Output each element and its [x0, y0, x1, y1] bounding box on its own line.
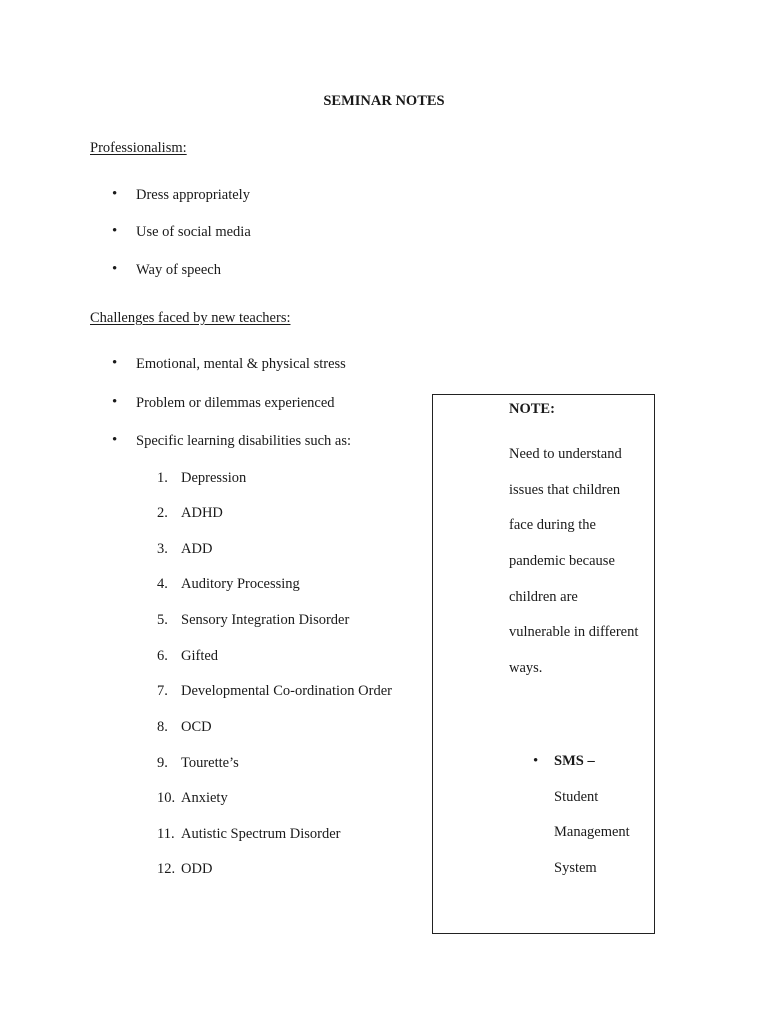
list-item-text: Way of speech: [136, 262, 221, 278]
note-box: [432, 394, 655, 934]
item-number: 9.: [157, 755, 168, 771]
item-text: ADHD: [181, 505, 223, 521]
numbered-item: [157, 790, 228, 807]
page-title: SEMINAR NOTES: [323, 93, 445, 109]
item-text: Developmental Co-ordination Order: [181, 683, 392, 699]
item-text: Tourette’s: [181, 755, 239, 771]
note-text-line: pandemic because: [509, 553, 615, 569]
list-item-text: Problem or dilemmas experienced: [136, 395, 335, 411]
bullet-icon: •: [112, 261, 118, 277]
numbered-item: [157, 683, 392, 700]
item-number: 1.: [157, 470, 168, 486]
sms-expansion-line: Student: [554, 789, 599, 805]
item-text: Auditory Processing: [181, 576, 300, 592]
item-number: 5.: [157, 612, 168, 628]
item-text: Anxiety: [181, 790, 228, 806]
item-number: 6.: [157, 648, 168, 664]
item-number: 2.: [157, 505, 168, 521]
note-text-line: issues that children: [509, 482, 621, 498]
item-text: Gifted: [181, 648, 219, 664]
note-text-line: face during the: [509, 517, 596, 533]
numbered-item: [157, 612, 349, 629]
item-text: Sensory Integration Disorder: [181, 612, 350, 628]
note-title: NOTE:: [509, 401, 555, 417]
bullet-icon: •: [533, 753, 539, 769]
item-number: 10.: [157, 790, 176, 806]
item-text: ODD: [181, 861, 213, 877]
sms-expansion-line: System: [554, 860, 597, 876]
item-number: 11.: [157, 826, 175, 842]
bullet-icon: •: [112, 223, 118, 239]
section-heading-challenges: Challenges faced by new teachers:: [90, 310, 291, 326]
item-number: 3.: [157, 541, 168, 557]
numbered-item: [157, 826, 340, 843]
numbered-item: [157, 755, 239, 772]
list-item-text: Dress appropriately: [136, 187, 250, 203]
bullet-icon: •: [112, 432, 118, 448]
item-text: ADD: [181, 541, 213, 557]
bullet-icon: •: [112, 394, 118, 410]
numbered-item: [157, 505, 223, 522]
numbered-item: [157, 576, 300, 593]
list-item-text: Specific learning disabilities such as:: [136, 433, 352, 449]
numbered-item: [157, 719, 212, 736]
item-number: 4.: [157, 576, 168, 592]
item-number: 7.: [157, 683, 168, 699]
list-item-text: Emotional, mental & physical stress: [136, 356, 346, 372]
section-heading-professionalism: Professionalism:: [90, 140, 187, 156]
note-text-line: vulnerable in different: [509, 624, 639, 640]
list-item-text: Use of social media: [136, 224, 251, 240]
item-text: Depression: [181, 470, 247, 486]
item-number: 8.: [157, 719, 168, 735]
bullet-icon: •: [112, 186, 118, 202]
item-text: Autistic Spectrum Disorder: [181, 826, 341, 842]
note-text-line: ways.: [509, 660, 543, 676]
numbered-item: [157, 541, 212, 558]
bullet-icon: •: [112, 355, 118, 371]
item-text: OCD: [181, 719, 212, 735]
numbered-item: [157, 470, 246, 487]
sms-abbreviation: SMS –: [554, 753, 595, 769]
item-number: 12.: [157, 861, 176, 877]
note-text-line: Need to understand: [509, 446, 622, 462]
numbered-item: [157, 861, 212, 878]
note-text-line: children are: [509, 589, 578, 605]
sms-expansion-line: Management: [554, 824, 630, 840]
numbered-item: [157, 648, 218, 665]
